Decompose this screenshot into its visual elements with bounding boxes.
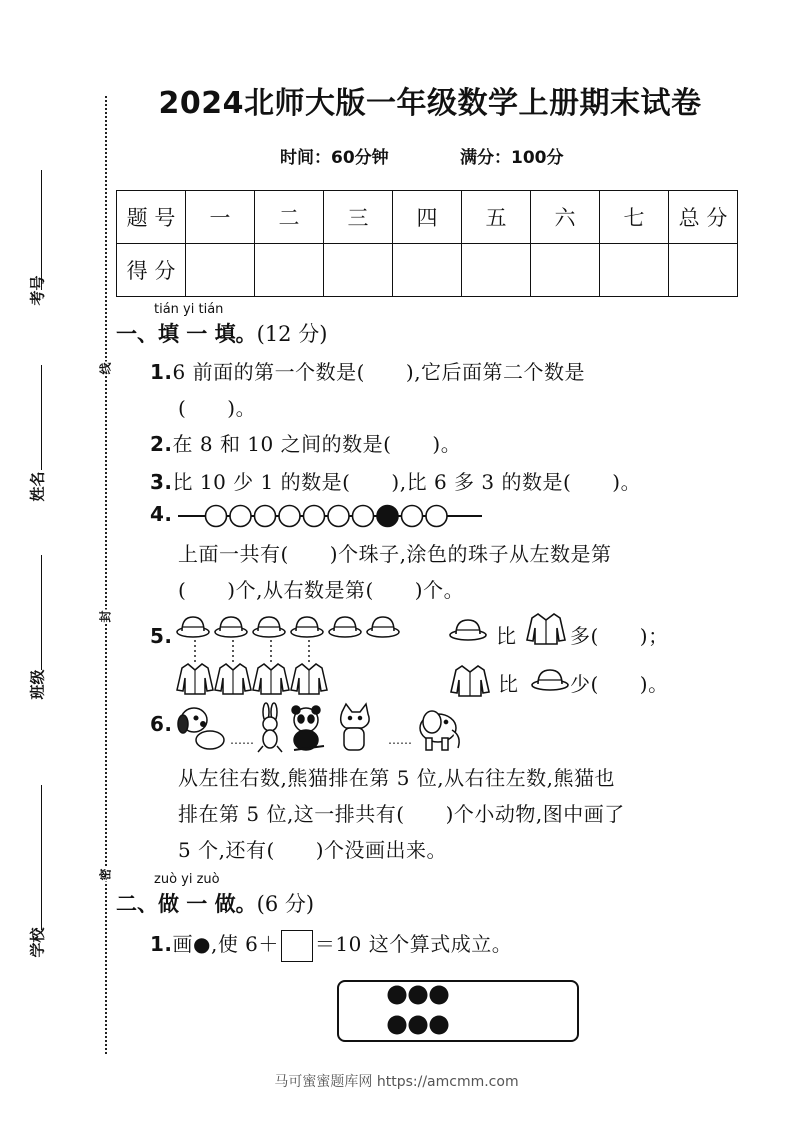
- bead: [426, 506, 447, 527]
- score-table: [116, 190, 738, 297]
- q5a-mid-text: 比: [496, 624, 517, 648]
- cut-word-secret: 密: [98, 868, 113, 881]
- cut-word-seal: 封: [98, 610, 113, 623]
- s2-q1-number: 1.: [150, 932, 173, 956]
- class-label: 班级: [28, 669, 47, 700]
- section2-heading: [116, 888, 314, 918]
- ellipsis-dots: ……: [388, 733, 412, 747]
- section2-pinyin: zuò yi zuò: [154, 872, 220, 887]
- bead: [230, 506, 251, 527]
- section1-title: 一、填 一 填。: [116, 322, 257, 346]
- bead: [328, 506, 349, 527]
- score-blank-cell[interactable]: [186, 244, 255, 297]
- q4-line2: ( )个,从右数是第( )个。: [178, 578, 465, 602]
- q2-line: [150, 428, 461, 457]
- dog-icon: [178, 708, 224, 749]
- jacket-icon: [177, 640, 213, 694]
- q6-line1: 从左往右数,熊猫排在第 5 位,从右往左数,熊猫也: [178, 766, 616, 790]
- q1-number: 1.: [150, 360, 173, 384]
- q3-text: 比 10 少 1 的数是( ),比 6 多 3 的数是( )。: [172, 470, 642, 494]
- score-cell-q6: 六: [531, 191, 600, 244]
- score-cell-label: 题 号: [117, 191, 186, 244]
- footer-watermark: 马可蜜蜜题库网 https://amcmm.com: [274, 1074, 519, 1090]
- answer-box[interactable]: [281, 930, 313, 962]
- q6-number: [150, 712, 173, 736]
- jacket-icon: [524, 610, 568, 646]
- ellipsis-dots: ……: [230, 733, 254, 747]
- bead-filled: [377, 506, 398, 527]
- q5-number: [150, 624, 173, 648]
- hat-icon: [448, 614, 488, 644]
- dot: [388, 1016, 407, 1035]
- binding-dotted-line: [105, 96, 107, 1054]
- score-table-score-row: [117, 244, 738, 297]
- score-blank-cell[interactable]: [600, 244, 669, 297]
- jacket-icon: [253, 640, 289, 694]
- bead: [206, 506, 227, 527]
- score-cell-total: 总 分: [669, 191, 738, 244]
- jacket-icon: [448, 662, 492, 698]
- section2-title: 二、做 一 做。: [116, 892, 257, 916]
- name-label: 姓名: [28, 471, 47, 502]
- bead: [279, 506, 300, 527]
- panda-icon: [292, 706, 324, 750]
- score-blank-cell[interactable]: [669, 244, 738, 297]
- hat-icon: [367, 617, 399, 637]
- dots-group: [388, 986, 449, 1035]
- score-table-header-row: [117, 191, 738, 244]
- school-label: 学校: [28, 927, 47, 958]
- q5a-end-text: 多( )；: [570, 624, 669, 648]
- beads-figure: [176, 502, 486, 530]
- score-cell-q1: 一: [186, 191, 255, 244]
- hats-jackets-figure: [174, 612, 414, 702]
- s2-q1-pre: 画●,使 6＋: [172, 932, 279, 956]
- section1-pinyin: tián yi tián: [154, 302, 224, 317]
- hats-row: [177, 617, 399, 637]
- jackets-row: [177, 640, 327, 694]
- elephant-icon: [420, 711, 459, 750]
- q6-line2: 排在第 5 位,这一排共有( )个小动物,图中画了: [178, 802, 625, 826]
- q5b-mid-text: 比: [498, 672, 519, 696]
- dot-box: [337, 980, 579, 1042]
- exam-no-underline: [41, 170, 42, 290]
- score-cell-q3: 三: [324, 191, 393, 244]
- q3-number: 3.: [150, 470, 173, 494]
- bead: [304, 506, 325, 527]
- hat-icon: [530, 664, 570, 694]
- hat-icon: [291, 617, 323, 637]
- bead: [255, 506, 276, 527]
- score-cell-q4: 四: [393, 191, 462, 244]
- page-title: 2024北师大版一年级数学上册期末试卷: [158, 86, 702, 121]
- q2-text: 在 8 和 10 之间的数是( )。: [172, 432, 462, 456]
- dot: [409, 986, 428, 1005]
- name-underline: [41, 365, 42, 470]
- s2-q1-post: ＝10 这个算式成立。: [314, 932, 513, 956]
- rabbit-icon: [258, 703, 282, 752]
- exam-time: 时间：60分钟: [280, 148, 389, 168]
- score-cell-q2: 二: [255, 191, 324, 244]
- q4-number: [150, 502, 173, 526]
- exam-no-label: 考号: [28, 275, 47, 306]
- q3-line: [150, 466, 641, 495]
- s2-q1-line: [150, 928, 512, 962]
- q6-number-text: 6.: [150, 712, 173, 736]
- score-blank-cell[interactable]: [393, 244, 462, 297]
- q5-number-text: 5.: [150, 624, 173, 648]
- class-underline: [41, 555, 42, 670]
- hat-icon: [253, 617, 285, 637]
- bead: [402, 506, 423, 527]
- jacket-icon: [291, 640, 327, 694]
- section1-points: (12 分): [256, 322, 328, 346]
- school-underline: [41, 785, 42, 930]
- score-blank-cell[interactable]: [462, 244, 531, 297]
- score-blank-cell[interactable]: [324, 244, 393, 297]
- score-blank-cell[interactable]: [531, 244, 600, 297]
- dot: [388, 986, 407, 1005]
- score-cell-q5: 五: [462, 191, 531, 244]
- full-score: 满分：100分: [460, 148, 564, 168]
- dots-figure: [339, 982, 577, 1040]
- dot: [430, 1016, 449, 1035]
- q1-text: 6 前面的第一个数是( ),它后面第二个数是: [172, 360, 586, 384]
- dot: [430, 986, 449, 1005]
- score-blank-cell[interactable]: [255, 244, 324, 297]
- q4-line1: 上面一共有( )个珠子,涂色的珠子从左数是第: [178, 542, 612, 566]
- q6-line3: 5 个,还有( )个没画出来。: [178, 838, 448, 862]
- dot: [409, 1016, 428, 1035]
- bead: [353, 506, 374, 527]
- section1-heading: [116, 318, 327, 348]
- q1-line2: ( )。: [178, 396, 257, 420]
- q2-number: 2.: [150, 432, 173, 456]
- cut-word-line: 线: [98, 362, 113, 375]
- q1-line1: [150, 356, 585, 385]
- hat-icon: [177, 617, 209, 637]
- section2-points: (6 分): [256, 892, 315, 916]
- q5b-end-text: 少( )。: [570, 672, 669, 696]
- jacket-icon: [215, 640, 251, 694]
- animals-figure: [174, 702, 466, 754]
- score-cell-q7: 七: [600, 191, 669, 244]
- hat-icon: [215, 617, 247, 637]
- q4-number-text: 4.: [150, 502, 173, 526]
- score-row-label: 得 分: [117, 244, 186, 297]
- cat-icon: [341, 704, 369, 750]
- hat-icon: [329, 617, 361, 637]
